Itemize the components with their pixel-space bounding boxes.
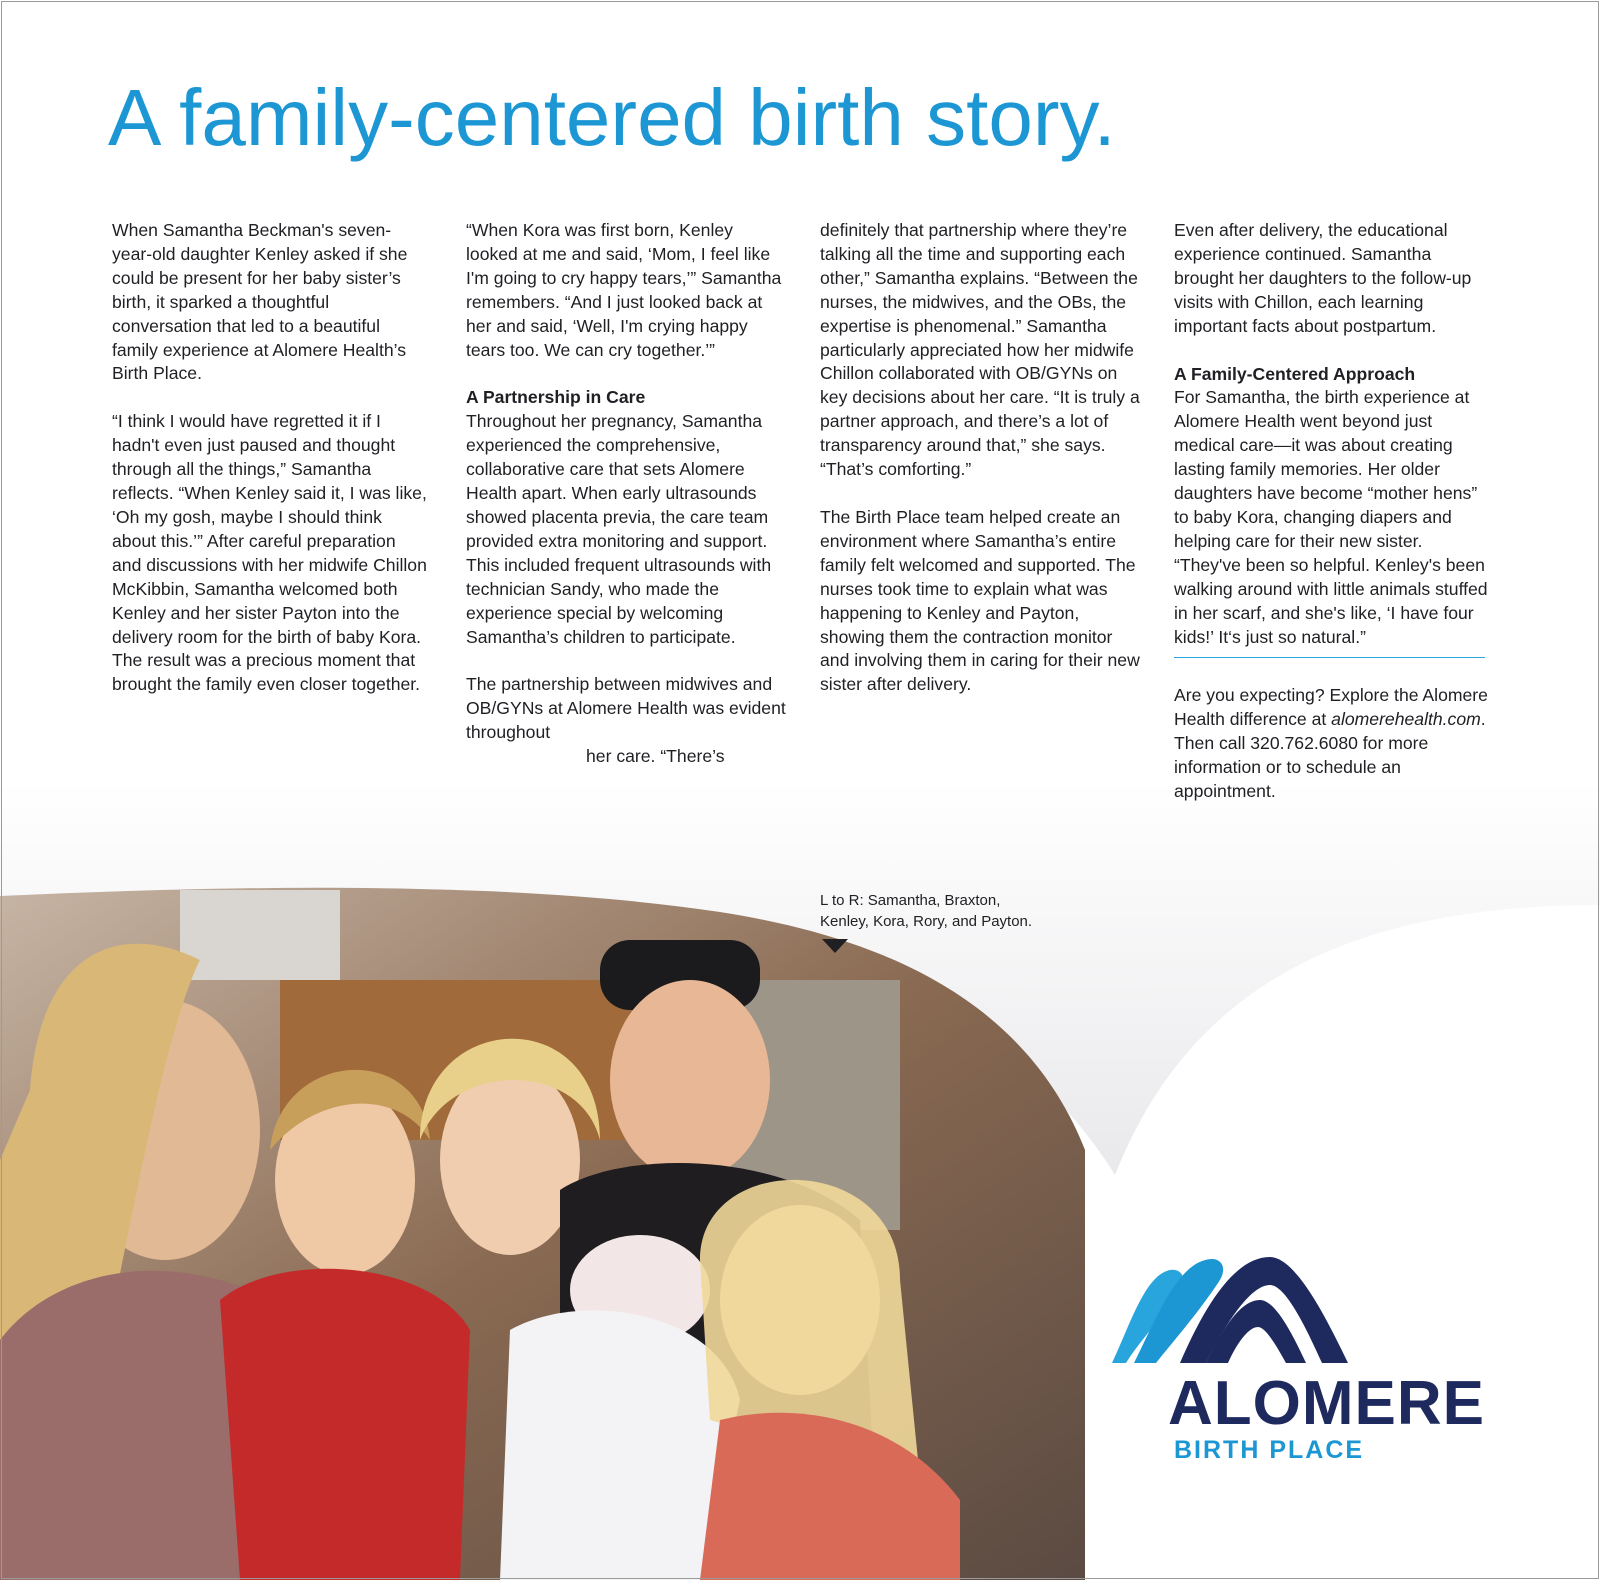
logo-subtitle: BIRTH PLACE (1174, 1436, 1365, 1464)
article-column-2 (466, 219, 786, 769)
logo-wordmark: ALOMERE (1168, 1369, 1485, 1438)
section-heading: A Partnership in Care (466, 387, 646, 408)
paragraph-text: The partnership between midwives and OB/GYNs at Alomere Health was evident throughout (466, 674, 786, 743)
caption-line: Kenley, Kora, Rory, and Payton. (820, 913, 1033, 930)
family-photo (0, 860, 1600, 1580)
paragraph: When Samantha Beckman's seven-year-old daughter Kenley asked if she could be present for her baby sister’s birth, it sparked a thoughtful conversation that led to a beautiful family experience at Alomere Health’s Birth Place. (112, 220, 408, 384)
paragraph: “I think I would have regretted it if I hadn't even just paused and thought through all the things,” Samantha reflects. “When Kenley said it, I was like, ‘Oh my gosh, maybe I should think about this.’” After careful preparation and discussions with her midwife Chillon McKibbin, Samantha welcomed both Kenley and her sister Payton into the delivery room for the birth of baby Kora. The result was a precious moment that brought the family even closer together. (112, 411, 427, 695)
article-column-4 (1174, 219, 1494, 828)
paragraph: Even after delivery, the educational experience continued. Samantha brought her daughters to the follow-up visits with Chillon, each learning important facts about postpartum. (1174, 220, 1472, 336)
website-link[interactable]: alomerehealth.com (1331, 709, 1481, 730)
section-heading: A Family-Centered Approach (1174, 363, 1416, 384)
alomere-logo-icon (1110, 1255, 1350, 1365)
paragraph-tail: her care. “There’s (586, 746, 725, 767)
page-title: A family-centered birth story. (108, 73, 1116, 162)
article-column-3 (820, 219, 1140, 721)
cta-text: Are you expecting? Explore the Alomere Health difference at (1174, 685, 1488, 730)
caption-line: L to R: Samantha, Braxton, (820, 892, 1001, 909)
cta-text-end: . Then call 320.762.6080 for more information or to schedule an appointment. (1174, 709, 1486, 802)
paragraph (466, 673, 786, 769)
paragraph: definitely that partnership where they’re talking all the time and supporting each other,” Samantha explains. “Between the nurses, the midwives, and the OBs, the expertise is phenomenal.” Samantha particularly appreciated how her midwife Chillon collaborated with OB/GYNs on key decisions about her care. “It is truly a partner approach, and there’s a lot of transparency around that,” she says. “That’s comforting.” (820, 220, 1140, 480)
caption-pointer-icon (822, 939, 848, 953)
paragraph: For Samantha, the birth experience at Alomere Health went beyond just medical care—it was about creating lasting family memories. Her older daughters have become “mother hens” to baby Kora, changing diapers and helping care for their new sister. “They've been so helpful. Kenley's been walking around with little animals stuffed in her scarf, and she's like, ‘I have four kids!’ It‘s just so natural.” (1174, 387, 1488, 647)
monitor-shape (180, 890, 340, 980)
divider (1174, 657, 1485, 658)
paragraph: Throughout her pregnancy, Samantha experienced the comprehensive, collaborative care that sets Alomere Health apart. When early ultrasounds showed placenta previa, the care team provided extra monitoring and support. This included frequent ultrasounds with technician Sandy, who made the experience special by welcoming Samantha’s children to participate. (466, 411, 772, 647)
article-column-1 (112, 219, 428, 721)
paragraph: The Birth Place team helped create an environment where Samantha’s entire family felt welcomed and supported. The nurses took time to explain what was happening to Kenley and Payton, showing them the contraction monitor and involving them in caring for their new sister after delivery. (820, 506, 1140, 695)
call-to-action (1174, 684, 1494, 804)
photo-caption (820, 890, 1032, 932)
paragraph: “When Kora was first born, Kenley looked at me and said, ‘Mom, I feel like I'm going to cry happy tears,’” Samantha remembers. “And I just looked back at her and said, ‘Well, I'm crying happy tears too. We can cry together.’” (466, 220, 782, 360)
